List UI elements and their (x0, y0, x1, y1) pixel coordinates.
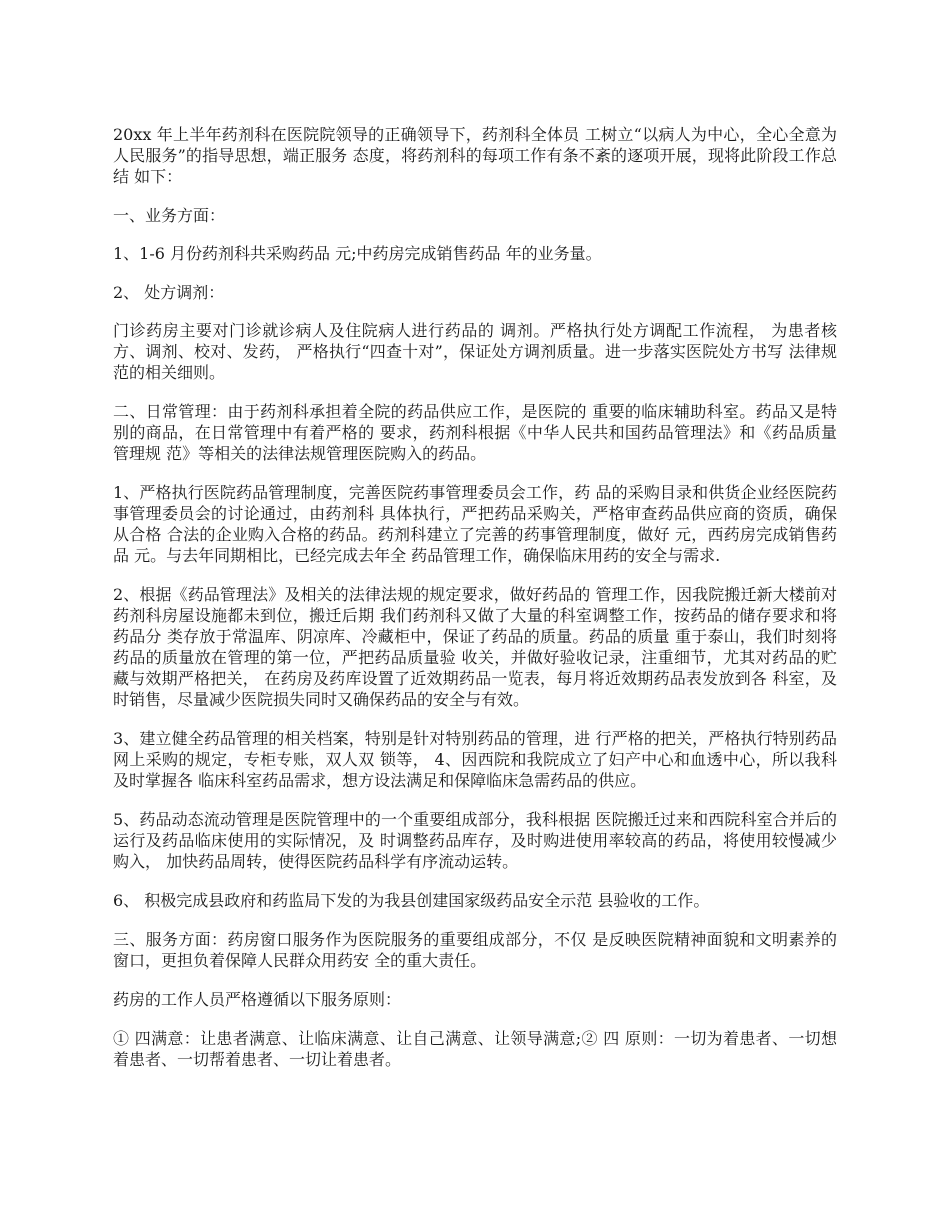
paragraph-safety-demo: 6、 积极完成县政府和药监局下发的为我县创建国家级药品安全示范 县验收的工作。 (113, 891, 710, 910)
section-heading-business: 一、业务方面： (113, 206, 226, 225)
paragraph-records-special-drugs: 3、建立健全药品管理的相关档案，特别是针对特别药品的管理，进 行严格的把关，严格执行特别药品网上采购的规定，专柜专账，双人双 锁等， 4、因西院和我院成立了妇产中心和血透中心，所以我科及时掌握各 临床科室药品需求，想方设法满足和保障临床急需药品的供应。 (113, 729, 837, 790)
paragraph-management-system: 1、严格执行医院药品管理制度，完善医院药事管理委员会工作，药 品的采购目录和供货企业经医院药事管理委员会的讨论通过，由药剂科 具体执行，严把药品采购关，严格审查药品供应商的资质，确保从合格 合法的企业购入合格的药品。药剂科建立了完善的药事管理制度，做好 元，西药房完成销售药品 元。与去年同期相比，已经完成去年全 药品管理工作，确保临床用药的安全与需求. (113, 483, 837, 565)
intro-paragraph: 20xx 年上半年药剂科在医院院领导的正确领导下，药剂科全体员 工树立“以病人为中心，全心全意为人民服务”的指导思想，端正服务 态度，将药剂科的每项工作有条不紊的逐项开展，现将此阶段工作总结 如下： (113, 125, 837, 186)
paragraph-prescription: 门诊药房主要对门诊就诊病人及住院病人进行药品的 调剂。严格执行处方调配工作流程， 为患者核方、调剂、校对、发药， 严格执行“四查十对”，保证处方调剂质量。进一步落实医院处方书写 法律规范的相关细则。 (113, 321, 837, 382)
section-service: 三、服务方面：药房窗口服务作为医院服务的重要组成部分，不仅 是反映医院精神面貌和文明素养的窗口，更担负着保障人民群众用药安 全的重大责任。 (113, 930, 837, 970)
paragraph-storage-quality: 2、根据《药品管理法》及相关的法律法规的规定要求，做好药品的 管理工作，因我院搬迁新大楼前对药剂科房屋设施都未到位，搬迁后期 我们药剂科又做了大量的科室调整工作，按药品的储存要求和将药品分 类存放于常温库、阴凉库、冷藏柜中，保证了药品的质量。药品的质量 重于泰山，我们时刻将药品的质量放在管理的第一位，严把药品质量验 收关，并做好验收记录，注重细节，尤其对药品的贮藏与效期严格把关， 在药房及药库设置了近效期药品一览表，每月将近效期药品表发放到各 科室，及时销售，尽量减少医院损失同时又确保药品的安全与有效。 (113, 585, 837, 709)
paragraph-service-principles-intro: 药房的工作人员严格遵循以下服务原则： (113, 990, 402, 1009)
document-body (113, 124, 837, 1088)
paragraph-procurement: 1、1-6 月份药剂科共采购药品 元;中药房完成销售药品 年的业务量。 (113, 244, 602, 263)
section-daily-management: 二、日常管理：由于药剂科承担着全院的药品供应工作，是医院的 重要的临床辅助科室。药品又是特别的商品，在日常管理中有着严格的 要求，药剂科根据《中华人民共和国药品管理法》和《药品质量管理规 范》等相关的法律法规管理医院购入的药品。 (113, 402, 837, 463)
paragraph-dynamic-flow: 5、药品动态流动管理是医院管理中的一个重要组成部分，我科根据 医院搬迁过来和西院科室合并后的运行及药品临床使用的实际情况，及 时调整药品库存，及时购进使用率较高的药品，将使用较慢减少购入， 加快药品周转，使得医院药品科学有序流动运转。 (113, 810, 837, 871)
subheading-prescription: 2、 处方调剂： (113, 283, 225, 302)
paragraph-service-principles: ① 四满意：让患者满意、让临床满意、让自己满意、让领导满意;② 四 原则：一切为着患者、一切想着患者、一切帮着患者、一切让着患者。 (113, 1029, 837, 1069)
